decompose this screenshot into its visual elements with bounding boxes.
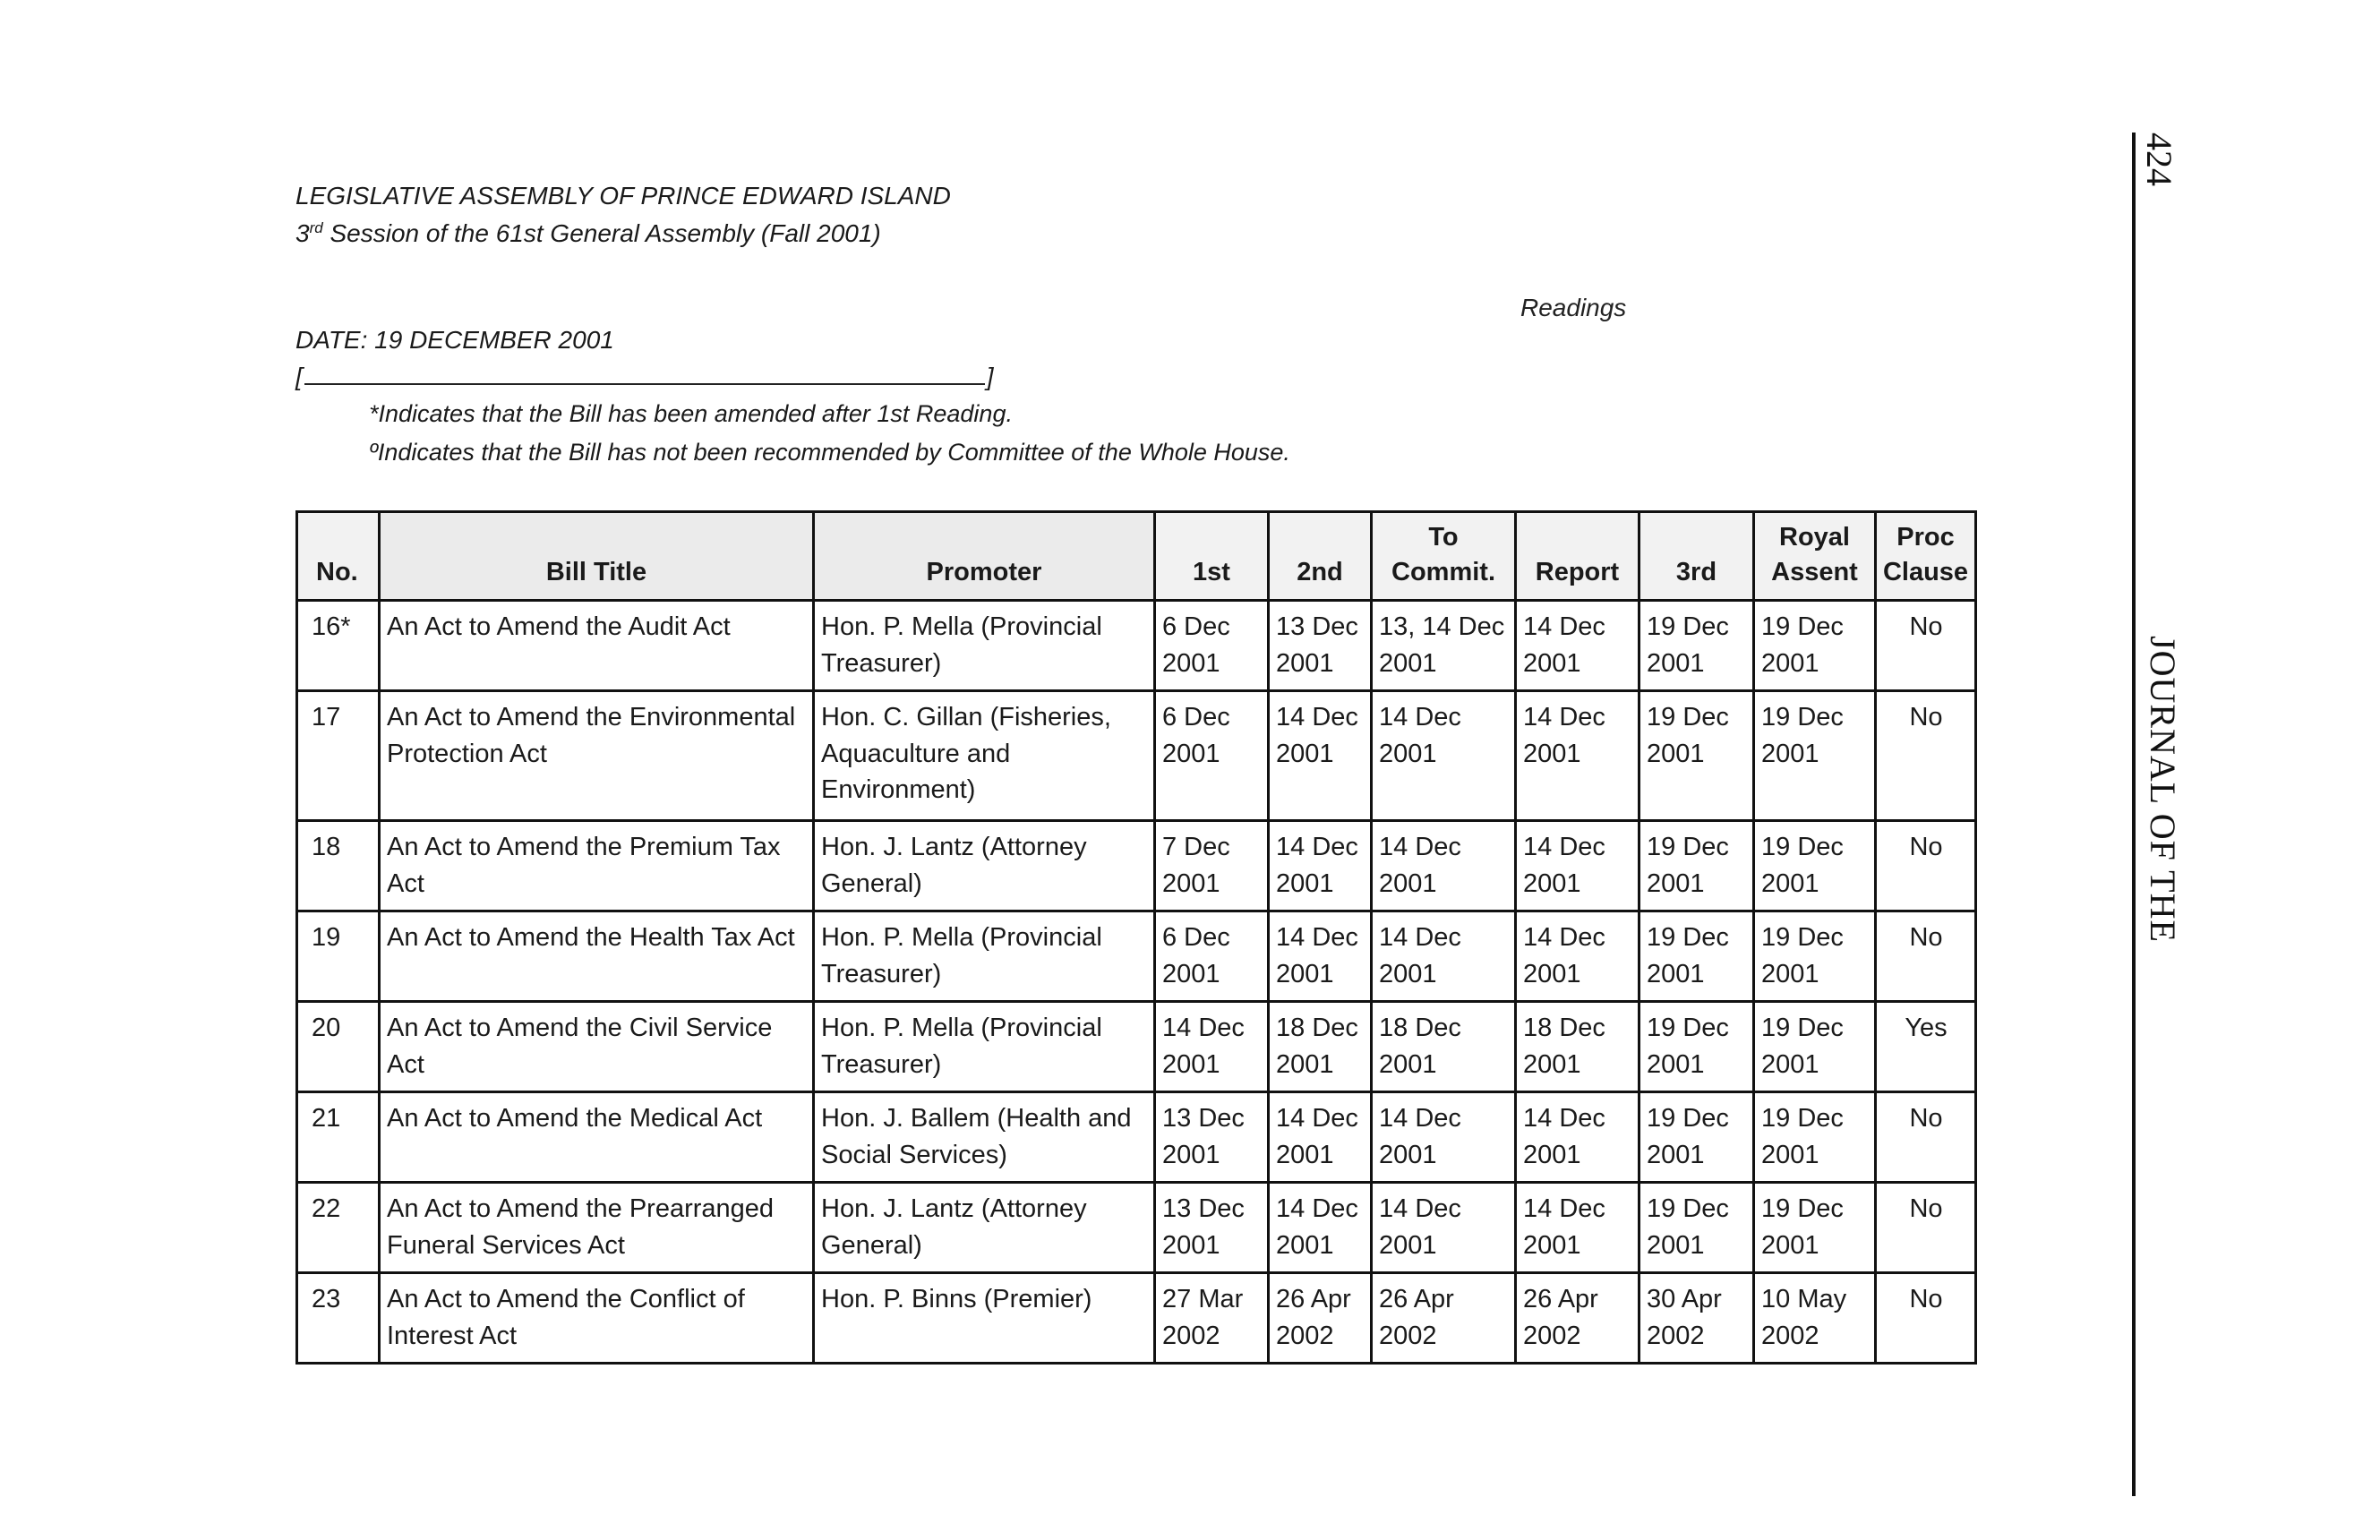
bracket-close: ] <box>986 363 994 390</box>
page-number: 424 <box>2139 133 2179 186</box>
session-number: 3 <box>295 219 310 247</box>
table-row <box>297 911 1976 1002</box>
cell-royal-assent: 10 May 2002 <box>1754 1273 1876 1364</box>
cell-proc-clause: No <box>1876 691 1976 821</box>
col-header-second: 2nd <box>1269 512 1372 601</box>
cell-to-commit: 14 Dec 2001 <box>1372 1183 1516 1273</box>
cell-no: 20 <box>297 1002 380 1092</box>
cell-report: 14 Dec 2001 <box>1516 821 1639 911</box>
cell-promoter: Hon. P. Binns (Premier) <box>814 1273 1155 1364</box>
cell-report: 18 Dec 2001 <box>1516 1002 1639 1092</box>
note-not-recommended: ºIndicates that the Bill has not been recommended by Committee of the Whole House. <box>369 439 1290 466</box>
col-header-proc-line1: Proc <box>1896 523 1955 552</box>
cell-second-reading: 14 Dec 2001 <box>1269 821 1372 911</box>
cell-to-commit: 14 Dec 2001 <box>1372 691 1516 821</box>
cell-proc-clause: No <box>1876 1273 1976 1364</box>
cell-to-commit: 14 Dec 2001 <box>1372 821 1516 911</box>
cell-no: 23 <box>297 1273 380 1364</box>
cell-proc-clause: No <box>1876 821 1976 911</box>
table-row <box>297 691 1976 821</box>
cell-to-commit: 14 Dec 2001 <box>1372 1092 1516 1183</box>
col-header-third: 3rd <box>1639 512 1754 601</box>
table-header-row <box>297 512 1976 601</box>
cell-first-reading: 27 Mar 2002 <box>1155 1273 1269 1364</box>
cell-bill-title: An Act to Amend the Environmental Protection Act <box>380 691 814 821</box>
bills-table <box>295 510 1977 1365</box>
assembly-title: LEGISLATIVE ASSEMBLY OF PRINCE EDWARD ISLAND <box>295 182 951 210</box>
cell-report: 14 Dec 2001 <box>1516 911 1639 1002</box>
cell-third-reading: 19 Dec 2001 <box>1639 821 1754 911</box>
cell-proc-clause: No <box>1876 1183 1976 1273</box>
col-header-to-commit-line1: To <box>1428 523 1459 552</box>
note-amended: *Indicates that the Bill has been amended after 1st Reading. <box>369 400 1013 427</box>
cell-to-commit: 13, 14 Dec 2001 <box>1372 601 1516 691</box>
cell-royal-assent: 19 Dec 2001 <box>1754 1183 1876 1273</box>
bracket-open: [ <box>295 363 303 390</box>
table-row <box>297 1002 1976 1092</box>
cell-royal-assent: 19 Dec 2001 <box>1754 1002 1876 1092</box>
cell-report: 14 Dec 2001 <box>1516 1183 1639 1273</box>
cell-promoter: Hon. P. Mella (Provincial Treasurer) <box>814 601 1155 691</box>
cell-bill-title: An Act to Amend the Premium Tax Act <box>380 821 814 911</box>
cell-second-reading: 14 Dec 2001 <box>1269 1183 1372 1273</box>
cell-bill-title: An Act to Amend the Conflict of Interest Act <box>380 1273 814 1364</box>
cell-first-reading: 13 Dec 2001 <box>1155 1092 1269 1183</box>
col-header-proc-line2: Clause <box>1882 558 1969 587</box>
table-row <box>297 821 1976 911</box>
col-header-no: No. <box>297 512 380 601</box>
cell-promoter: Hon. J. Ballem (Health and Social Services) <box>814 1092 1155 1183</box>
cell-third-reading: 19 Dec 2001 <box>1639 1002 1754 1092</box>
cell-second-reading: 26 Apr 2002 <box>1269 1273 1372 1364</box>
cell-no: 21 <box>297 1092 380 1183</box>
session-text: Session of the 61st General Assembly (Fall 2001) <box>322 219 881 247</box>
cell-third-reading: 30 Apr 2002 <box>1639 1273 1754 1364</box>
cell-royal-assent: 19 Dec 2001 <box>1754 601 1876 691</box>
cell-no: 18 <box>297 821 380 911</box>
cell-first-reading: 6 Dec 2001 <box>1155 691 1269 821</box>
cell-proc-clause: No <box>1876 1092 1976 1183</box>
cell-second-reading: 13 Dec 2001 <box>1269 601 1372 691</box>
cell-royal-assent: 19 Dec 2001 <box>1754 821 1876 911</box>
cell-second-reading: 18 Dec 2001 <box>1269 1002 1372 1092</box>
table-row <box>297 1273 1976 1364</box>
cell-to-commit: 14 Dec 2001 <box>1372 911 1516 1002</box>
cell-first-reading: 7 Dec 2001 <box>1155 821 1269 911</box>
cell-promoter: Hon. J. Lantz (Attorney General) <box>814 821 1155 911</box>
cell-report: 14 Dec 2001 <box>1516 601 1639 691</box>
cell-royal-assent: 19 Dec 2001 <box>1754 1092 1876 1183</box>
date-line: DATE: 19 DECEMBER 2001 <box>295 326 614 354</box>
col-header-royal-assent <box>1754 512 1876 601</box>
cell-third-reading: 19 Dec 2001 <box>1639 691 1754 821</box>
cell-no: 16* <box>297 601 380 691</box>
cell-first-reading: 6 Dec 2001 <box>1155 601 1269 691</box>
cell-bill-title: An Act to Amend the Health Tax Act <box>380 911 814 1002</box>
cell-promoter: Hon. J. Lantz (Attorney General) <box>814 1183 1155 1273</box>
cell-bill-title: An Act to Amend the Prearranged Funeral Services Act <box>380 1183 814 1273</box>
cell-proc-clause: No <box>1876 601 1976 691</box>
cell-third-reading: 19 Dec 2001 <box>1639 1183 1754 1273</box>
cell-proc-clause: Yes <box>1876 1002 1976 1092</box>
cell-royal-assent: 19 Dec 2001 <box>1754 691 1876 821</box>
cell-report: 26 Apr 2002 <box>1516 1273 1639 1364</box>
cell-first-reading: 13 Dec 2001 <box>1155 1183 1269 1273</box>
table-row <box>297 1092 1976 1183</box>
cell-report: 14 Dec 2001 <box>1516 691 1639 821</box>
table-row <box>297 601 1976 691</box>
cell-proc-clause: No <box>1876 911 1976 1002</box>
cell-promoter: Hon. P. Mella (Provincial Treasurer) <box>814 1002 1155 1092</box>
session-line <box>295 219 881 248</box>
readings-label: Readings <box>1520 294 1627 321</box>
col-header-bill-title: Bill Title <box>380 512 814 601</box>
cell-first-reading: 6 Dec 2001 <box>1155 911 1269 1002</box>
blank-rule <box>304 367 985 385</box>
blank-bracket-line <box>295 363 994 391</box>
col-header-to-commit <box>1372 512 1516 601</box>
col-header-proc-clause <box>1876 512 1976 601</box>
cell-first-reading: 14 Dec 2001 <box>1155 1002 1269 1092</box>
cell-no: 22 <box>297 1183 380 1273</box>
cell-to-commit: 18 Dec 2001 <box>1372 1002 1516 1092</box>
margin-rule <box>2132 133 2136 1496</box>
cell-third-reading: 19 Dec 2001 <box>1639 911 1754 1002</box>
cell-third-reading: 19 Dec 2001 <box>1639 1092 1754 1183</box>
col-header-report: Report <box>1516 512 1639 601</box>
cell-second-reading: 14 Dec 2001 <box>1269 691 1372 821</box>
cell-to-commit: 26 Apr 2002 <box>1372 1273 1516 1364</box>
cell-third-reading: 19 Dec 2001 <box>1639 601 1754 691</box>
col-header-royal-line1: Royal <box>1779 523 1850 552</box>
col-header-to-commit-line2: Commit. <box>1391 558 1495 587</box>
session-ordinal-suffix: rd <box>309 219 323 236</box>
journal-title: JOURNAL OF THE <box>2143 636 2183 943</box>
cell-royal-assent: 19 Dec 2001 <box>1754 911 1876 1002</box>
cell-bill-title: An Act to Amend the Medical Act <box>380 1092 814 1183</box>
col-header-royal-line2: Assent <box>1771 558 1858 587</box>
cell-bill-title: An Act to Amend the Audit Act <box>380 601 814 691</box>
cell-second-reading: 14 Dec 2001 <box>1269 911 1372 1002</box>
cell-second-reading: 14 Dec 2001 <box>1269 1092 1372 1183</box>
cell-no: 17 <box>297 691 380 821</box>
cell-bill-title: An Act to Amend the Civil Service Act <box>380 1002 814 1092</box>
table-row <box>297 1183 1976 1273</box>
col-header-promoter: Promoter <box>814 512 1155 601</box>
col-header-first: 1st <box>1155 512 1269 601</box>
cell-promoter: Hon. P. Mella (Provincial Treasurer) <box>814 911 1155 1002</box>
cell-report: 14 Dec 2001 <box>1516 1092 1639 1183</box>
cell-no: 19 <box>297 911 380 1002</box>
cell-promoter: Hon. C. Gillan (Fisheries, Aquaculture and Environment) <box>814 691 1155 821</box>
